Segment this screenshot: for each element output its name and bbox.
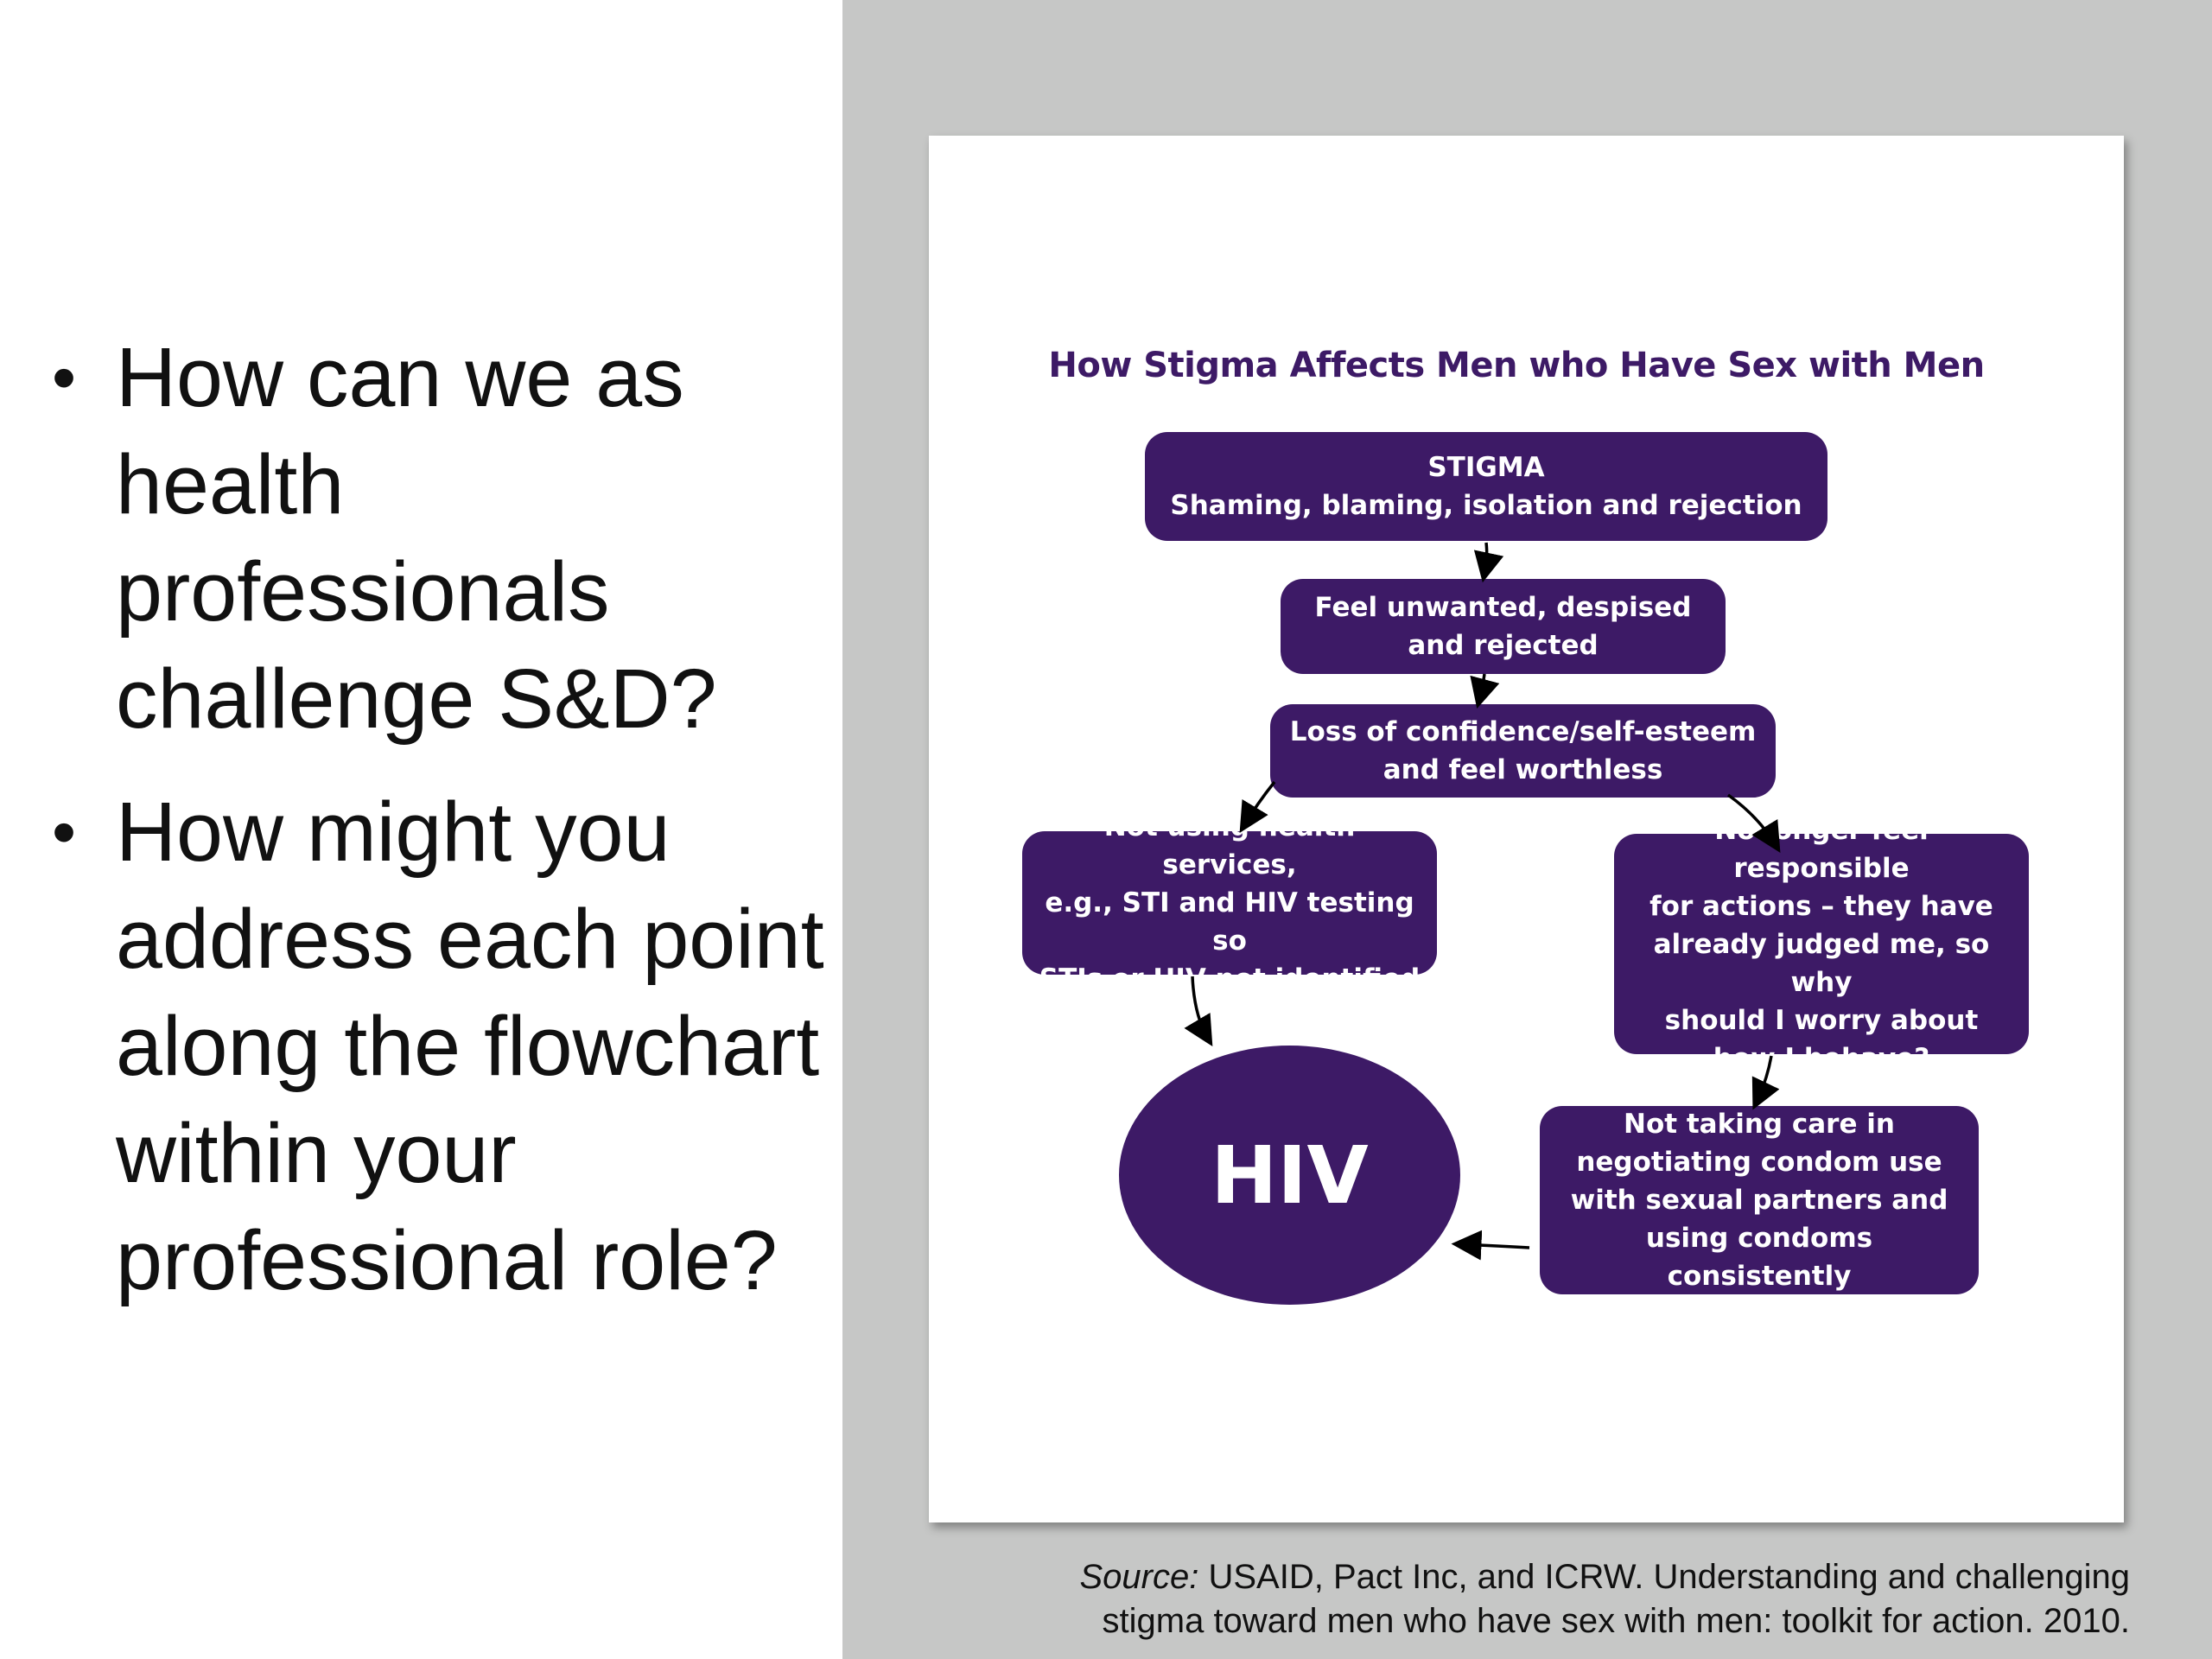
- source-text: USAID, Pact Inc, and ICRW. Understanding and challenging: [1208, 1558, 2130, 1596]
- source-line-1: [950, 1555, 2130, 1599]
- source-label: Source:: [1079, 1558, 1199, 1596]
- node-text-line: with sexual partners and: [1570, 1185, 1948, 1216]
- node-text-line: e.g., STI and HIV testing so: [1045, 887, 1414, 957]
- bullet-text: How can we as health professionals challenge S&D?: [116, 330, 717, 746]
- node-text-line: No longer feel responsible: [1714, 814, 1929, 884]
- node-text-line: Not taking care in: [1624, 1109, 1895, 1140]
- arrow-notusing-to-hiv: [1192, 976, 1208, 1039]
- bullet-dot-icon: •: [52, 793, 77, 870]
- node-text-line: using condoms consistently: [1645, 1223, 1873, 1292]
- node-text-line: already judged me, so why: [1653, 928, 1990, 998]
- node-text-line: negotiating condom use: [1576, 1147, 1942, 1178]
- node-text-line: Not using health services,: [1103, 811, 1356, 880]
- arrow-nolonger-to-nottaking: [1757, 1056, 1771, 1102]
- bullet-text: How might you address each point along the flowchart within your professional role?: [116, 785, 824, 1307]
- arrow-loss-to-nolonger: [1728, 795, 1776, 845]
- bullet-dot-icon: •: [52, 339, 77, 416]
- source-line-2: stigma toward men who have sex with men: toolkit for action. 2010.: [1102, 1602, 2130, 1640]
- diagram-title: How Stigma Affects Men who Have Sex with Men: [1048, 346, 1985, 385]
- stigma-node-text: Shaming, blaming, isolation and rejection: [1170, 490, 1802, 521]
- node-text-line: how I behave?: [1713, 1042, 1930, 1074]
- arrow-feel-to-loss: [1479, 674, 1484, 700]
- node-text-line: and feel worthless: [1382, 754, 1663, 785]
- hiv-label: HIV: [1211, 1128, 1369, 1222]
- node-text-line: for actions – they have: [1649, 890, 1993, 922]
- arrow-stigma-to-feel: [1484, 543, 1487, 574]
- node-text-line: Feel unwanted, despised: [1314, 592, 1692, 623]
- arrow-nottaking-to-hiv: [1460, 1244, 1529, 1248]
- source-caption: [950, 1555, 2130, 1643]
- node-text-line: STIs or HIV not identified: [1039, 963, 1421, 995]
- arrow-loss-to-notusing: [1244, 782, 1274, 825]
- node-text-line: Loss of confidence/self-esteem: [1289, 716, 1757, 747]
- node-text-line: should I worry about: [1664, 1004, 1979, 1036]
- node-text-line: and rejected: [1408, 630, 1599, 661]
- stigma-node-heading: STIGMA: [1427, 452, 1545, 483]
